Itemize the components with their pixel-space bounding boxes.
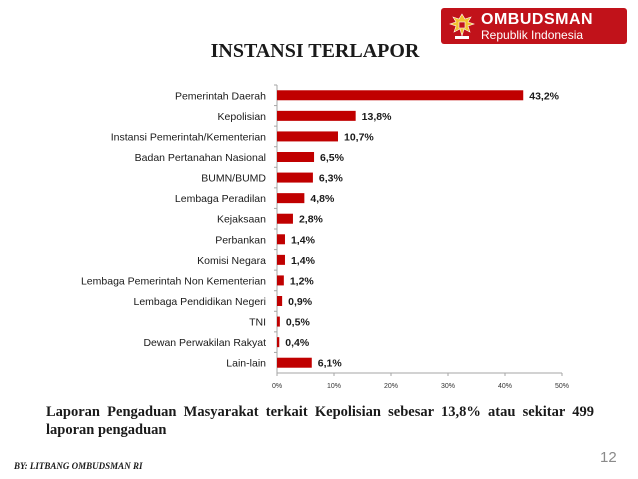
x-tick-label: 10%	[326, 383, 342, 390]
bar	[277, 317, 280, 327]
bar	[277, 111, 356, 121]
category-label: Kepolisian	[217, 110, 266, 123]
bar	[277, 152, 314, 162]
bar	[277, 234, 285, 244]
x-tick-label: 20%	[383, 383, 399, 390]
x-tick-label: 40%	[497, 383, 513, 390]
bar	[277, 358, 312, 368]
bar	[277, 131, 338, 141]
data-label: 13,8%	[361, 110, 392, 123]
data-label: 0,4%	[285, 337, 310, 350]
data-label: 1,4%	[290, 234, 315, 247]
category-label: Perbankan	[215, 234, 266, 247]
data-label: 6,1%	[317, 357, 342, 370]
chart-title: INSTANSI TERLAPOR	[210, 40, 420, 62]
category-label: Kejaksaan	[216, 213, 266, 226]
x-tick-label: 30%	[440, 383, 456, 390]
bar	[277, 337, 279, 347]
category-label: Lembaga Peradilan	[174, 193, 266, 206]
x-tick-label: 50%	[554, 383, 570, 390]
page-number: 12	[600, 449, 617, 466]
data-label: 10,7%	[343, 131, 374, 144]
category-label: Lain-lain	[226, 357, 266, 370]
bar	[277, 90, 523, 100]
category-label: TNI	[249, 316, 266, 329]
summary-caption: Laporan Pengaduan Masyarakat terkait Kepolisian sebesar 13,8% atau sekitar 499 laporan pengaduan	[46, 404, 594, 438]
data-label: 6,3%	[318, 172, 343, 185]
x-tick-label: 0%	[271, 383, 283, 390]
data-label: 2,8%	[298, 213, 323, 226]
data-label: 1,2%	[289, 275, 314, 288]
data-label: 43,2%	[529, 90, 560, 103]
category-label: Pemerintah Daerah	[174, 90, 266, 103]
data-label: 0,5%	[285, 316, 310, 329]
logo-subtitle: Republik Indonesia	[481, 28, 584, 42]
category-label: Komisi Negara	[197, 254, 266, 267]
logo-title: OMBUDSMAN	[481, 11, 594, 28]
data-label: 6,5%	[320, 152, 344, 164]
bar	[277, 173, 313, 183]
category-label: BUMN/BUMD	[201, 172, 266, 185]
category-label: Instansi Pemerintah/Kementerian	[110, 131, 266, 144]
data-label: 0,9%	[288, 296, 313, 308]
bar	[277, 296, 282, 306]
category-label: Dewan Perwakilan Rakyat	[143, 337, 266, 350]
bar	[277, 193, 304, 203]
bar	[277, 255, 285, 265]
credit-line: BY: LITBANG OMBUDSMAN RI	[14, 461, 143, 471]
bar	[277, 214, 293, 224]
category-label: Lembaga Pemerintah Non Kementerian	[80, 275, 266, 288]
bar	[277, 275, 284, 285]
category-label: Lembaga Pendidikan Negeri	[133, 296, 266, 308]
data-label: 1,4%	[290, 254, 315, 267]
data-label: 4,8%	[310, 193, 335, 206]
category-label: Badan Pertanahan Nasional	[134, 152, 266, 164]
